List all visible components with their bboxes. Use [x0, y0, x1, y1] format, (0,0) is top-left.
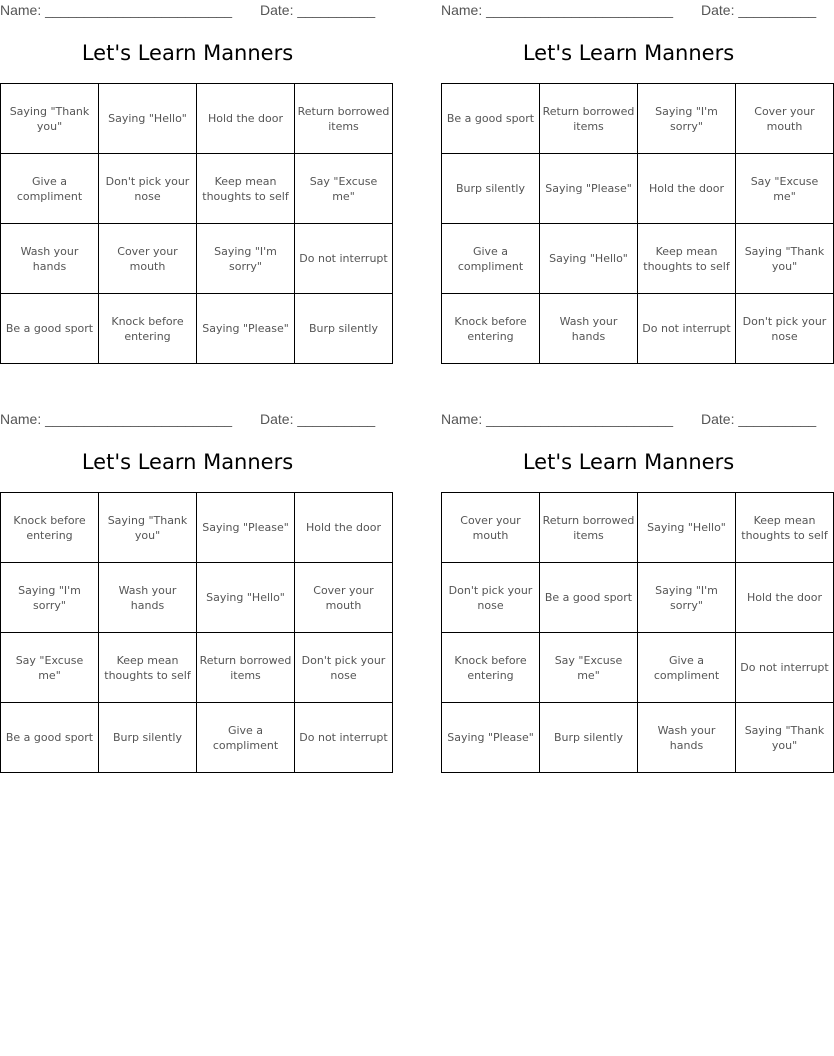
- bingo-cell: Saying "Please": [197, 294, 295, 364]
- bingo-cell: Saying "Please": [540, 154, 638, 224]
- bingo-row: [1, 84, 393, 154]
- bingo-cell: Cover your mouth: [295, 563, 393, 633]
- bingo-cell: Be a good sport: [540, 563, 638, 633]
- bingo-cell: Say "Excuse me": [1, 633, 99, 703]
- bingo-cell: Don't pick your nose: [442, 563, 540, 633]
- bingo-row: [442, 154, 834, 224]
- bingo-cell: Saying "Hello": [99, 84, 197, 154]
- bingo-cell: Return borrowed items: [540, 493, 638, 563]
- bingo-cell: Do not interrupt: [638, 294, 736, 364]
- bingo-cell: Be a good sport: [1, 294, 99, 364]
- card-title: Let's Learn Manners: [522, 41, 735, 65]
- bingo-row: [1, 563, 393, 633]
- bingo-row: [442, 493, 834, 563]
- card-title: Let's Learn Manners: [81, 450, 294, 474]
- date-field-label: Date: __________: [260, 411, 376, 427]
- bingo-cell: Say "Excuse me": [736, 154, 834, 224]
- bingo-cell: Do not interrupt: [295, 703, 393, 773]
- bingo-row: [442, 563, 834, 633]
- bingo-cell: Saying "I'm sorry": [197, 224, 295, 294]
- bingo-row: [1, 154, 393, 224]
- date-field-label: Date: __________: [701, 2, 817, 18]
- bingo-cell: Wash your hands: [638, 703, 736, 773]
- name-field-label: Name: ________________________: [0, 2, 232, 18]
- bingo-cell: Be a good sport: [442, 84, 540, 154]
- bingo-cell: Saying "Thank you": [99, 493, 197, 563]
- name-field-label: Name: ________________________: [441, 2, 673, 18]
- bingo-cell: Return borrowed items: [295, 84, 393, 154]
- bingo-cell: Give a compliment: [1, 154, 99, 224]
- bingo-cell: Keep mean thoughts to self: [197, 154, 295, 224]
- bingo-cell: Say "Excuse me": [295, 154, 393, 224]
- bingo-card: [441, 409, 829, 781]
- bingo-cell: Saying "Hello": [197, 563, 295, 633]
- bingo-cell: Keep mean thoughts to self: [638, 224, 736, 294]
- bingo-cell: Wash your hands: [99, 563, 197, 633]
- bingo-row: [1, 294, 393, 364]
- card-header: [0, 411, 375, 429]
- bingo-cell: Give a compliment: [442, 224, 540, 294]
- bingo-cell: Knock before entering: [99, 294, 197, 364]
- bingo-cell: Give a compliment: [197, 703, 295, 773]
- bingo-cell: Don't pick your nose: [295, 633, 393, 703]
- bingo-cell: Burp silently: [295, 294, 393, 364]
- card-header: [441, 2, 816, 20]
- bingo-row: [1, 633, 393, 703]
- bingo-cell: Burp silently: [99, 703, 197, 773]
- bingo-cell: Saying "Thank you": [736, 703, 834, 773]
- bingo-cell: Hold the door: [197, 84, 295, 154]
- bingo-cell: Saying "I'm sorry": [1, 563, 99, 633]
- bingo-row: [1, 703, 393, 773]
- bingo-cell: Saying "Hello": [638, 493, 736, 563]
- bingo-cell: Knock before entering: [442, 294, 540, 364]
- card-header: [441, 411, 816, 429]
- bingo-grid: [441, 83, 834, 364]
- bingo-grid: [441, 492, 834, 773]
- bingo-card: [0, 0, 390, 372]
- bingo-cell: Saying "Please": [197, 493, 295, 563]
- bingo-cell: Hold the door: [295, 493, 393, 563]
- bingo-cell: Don't pick your nose: [99, 154, 197, 224]
- bingo-grid: [0, 83, 393, 364]
- bingo-cell: Saying "I'm sorry": [638, 84, 736, 154]
- bingo-cell: Hold the door: [736, 563, 834, 633]
- bingo-row: [1, 493, 393, 563]
- bingo-cell: Wash your hands: [1, 224, 99, 294]
- bingo-cell: Return borrowed items: [197, 633, 295, 703]
- bingo-cell: Knock before entering: [1, 493, 99, 563]
- bingo-cell: Be a good sport: [1, 703, 99, 773]
- bingo-cell: Do not interrupt: [736, 633, 834, 703]
- bingo-cell: Saying "Thank you": [736, 224, 834, 294]
- bingo-cell: Cover your mouth: [442, 493, 540, 563]
- bingo-card: [0, 409, 388, 781]
- bingo-row: [442, 294, 834, 364]
- bingo-cell: Saying "Please": [442, 703, 540, 773]
- bingo-cell: Keep mean thoughts to self: [99, 633, 197, 703]
- bingo-cell: Do not interrupt: [295, 224, 393, 294]
- bingo-cell: Wash your hands: [540, 294, 638, 364]
- bingo-row: [1, 224, 393, 294]
- card-header: [0, 2, 375, 20]
- bingo-row: [442, 633, 834, 703]
- bingo-cell: Hold the door: [638, 154, 736, 224]
- bingo-cell: Burp silently: [442, 154, 540, 224]
- bingo-cell: Keep mean thoughts to self: [736, 493, 834, 563]
- name-field-label: Name: ________________________: [441, 411, 673, 427]
- card-title: Let's Learn Manners: [81, 41, 294, 65]
- bingo-cell: Say "Excuse me": [540, 633, 638, 703]
- bingo-cell: Knock before entering: [442, 633, 540, 703]
- date-field-label: Date: __________: [701, 411, 817, 427]
- bingo-row: [442, 84, 834, 154]
- card-title: Let's Learn Manners: [522, 450, 735, 474]
- bingo-cell: Saying "Thank you": [1, 84, 99, 154]
- bingo-cell: Don't pick your nose: [736, 294, 834, 364]
- bingo-cell: Give a compliment: [638, 633, 736, 703]
- date-field-label: Date: __________: [260, 2, 376, 18]
- bingo-row: [442, 224, 834, 294]
- bingo-cell: Cover your mouth: [99, 224, 197, 294]
- bingo-cell: Burp silently: [540, 703, 638, 773]
- name-field-label: Name: ________________________: [0, 411, 232, 427]
- bingo-cell: Saying "Hello": [540, 224, 638, 294]
- bingo-row: [442, 703, 834, 773]
- bingo-cell: Saying "I'm sorry": [638, 563, 736, 633]
- bingo-cell: Cover your mouth: [736, 84, 834, 154]
- bingo-cell: Return borrowed items: [540, 84, 638, 154]
- bingo-grid: [0, 492, 393, 773]
- bingo-card: [441, 0, 827, 372]
